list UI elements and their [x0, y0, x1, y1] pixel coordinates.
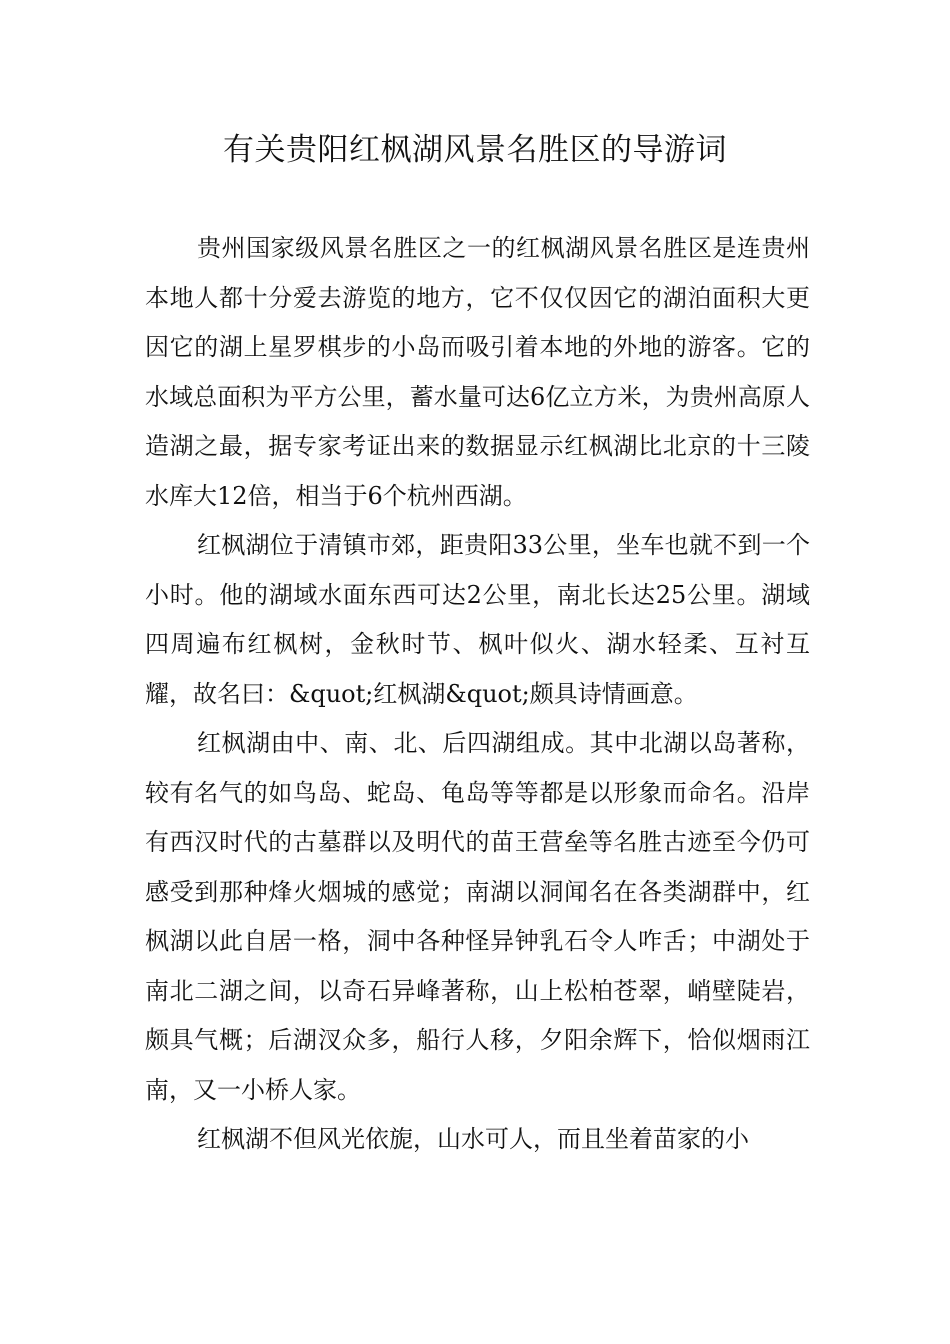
paragraph-3: 红枫湖由中、南、北、后四湖组成。其中北湖以岛著称，较有名气的如鸟岛、蛇岛、龟岛等等都是以形象而命名。沿岸有西汉时代的古墓群以及明代的苗王营垒等名胜古迹至今仍可感受到那种烽火烟城的感觉；南湖以洞闻名在各类湖群中，红枫湖以此自居一格，洞中各种怪异钟乳石令人咋舌；中湖处于南北二湖之间，以奇石异峰著称，山上松柏苍翠，峭壁陡岩，颇具气概；后湖汊众多，船行人移，夕阳余辉下，恰似烟雨江南，又一小桥人家。 [145, 729, 810, 1104]
paragraph-1: 贵州国家级风景名胜区之一的红枫湖风景名胜区是连贵州本地人都十分爱去游览的地方，它不仅仅因它的湖泊面积大更因它的湖上星罗棋步的小岛而吸引着本地的外地的游客。它的水域总面积为平方公里，蓄水量可达6亿立方米，为贵州高原人造湖之最，据专家考证出来的数据显示红枫湖比北京的十三陵水库大12倍，相当于6个杭州西湖。 [145, 234, 810, 510]
document-title: 有关贵阳红枫湖风景名胜区的导游词 [223, 132, 727, 168]
paragraph-4: 红枫湖不但风光依旎，山水可人，而且坐着苗家的小 [197, 1125, 749, 1153]
paragraph-2: 红枫湖位于清镇市郊，距贵阳33公里，坐车也就不到一个小时。他的湖域水面东西可达2公里，南北长达25公里。湖域四周遍布红枫树，金秋时节、枫叶似火、湖水轻柔、互衬互耀，故名曰：&quot;红枫湖&quot;颇具诗情画意。 [145, 531, 810, 708]
document-body [145, 224, 810, 1165]
